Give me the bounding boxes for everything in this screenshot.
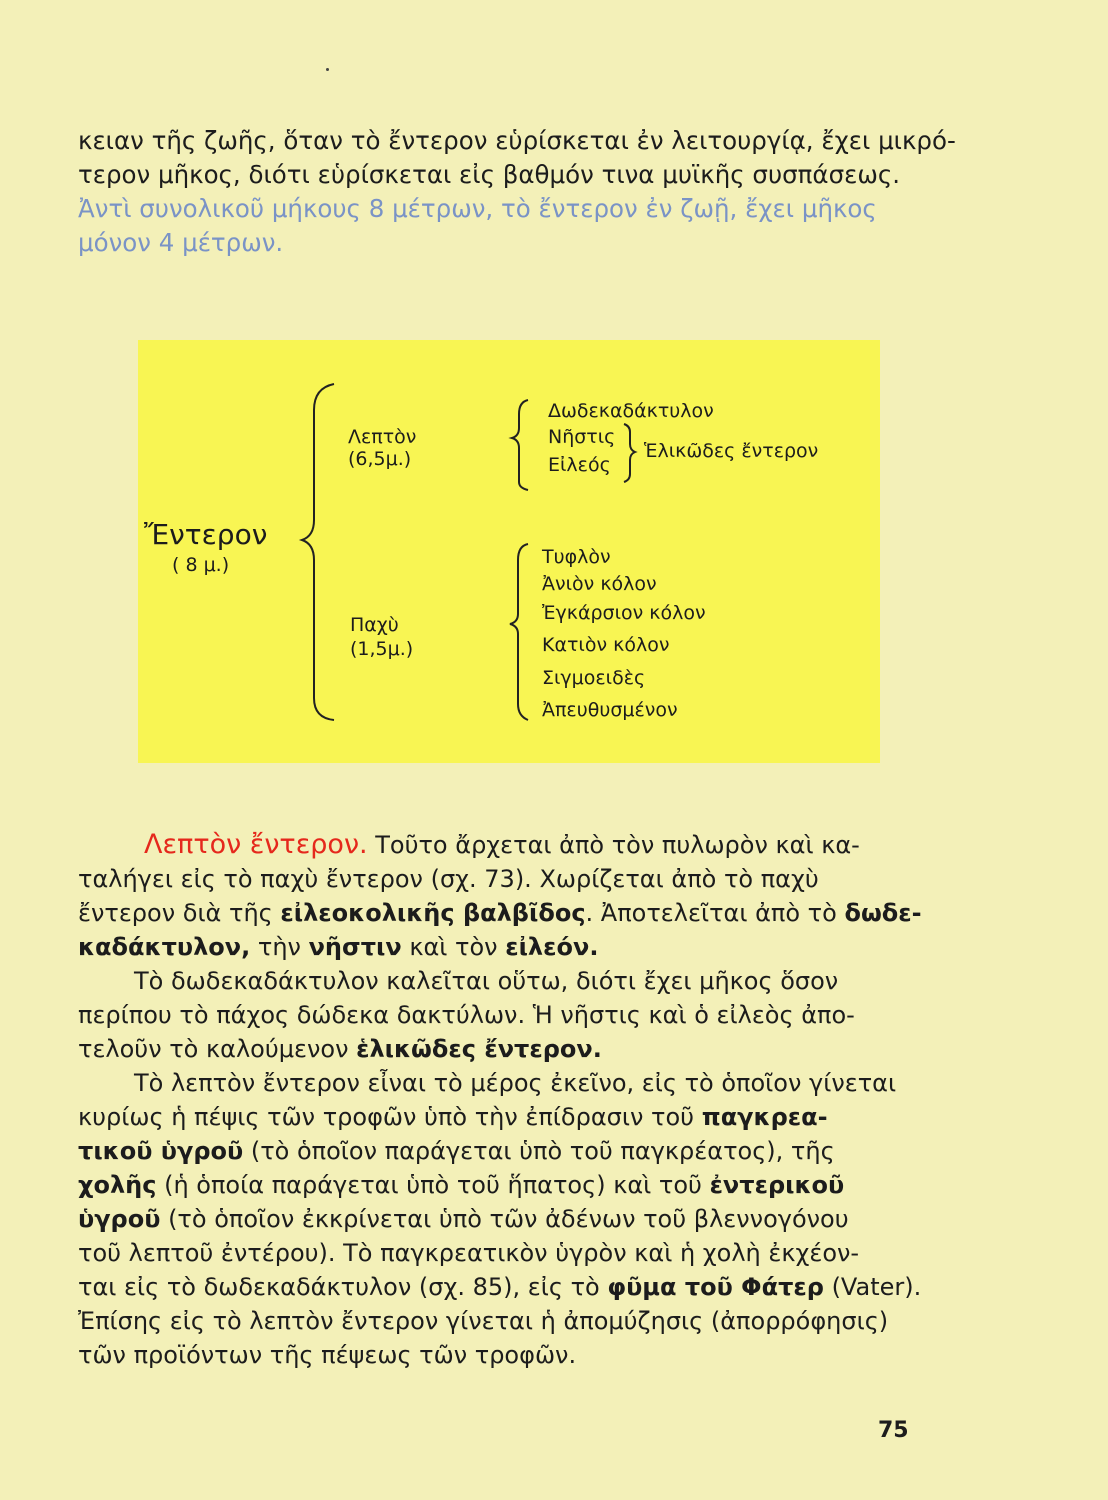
thick-part: Τυφλὸν	[542, 546, 611, 568]
thick-part: Ἐγκάρσιον κόλον	[542, 602, 706, 624]
thick-part: Κατιὸν κόλον	[542, 634, 670, 656]
section-first-line	[78, 828, 958, 862]
text-line: τοῦ λεπτοῦ ἐντέρου). Τὸ παγκρεατικὸν ὑγρὸν καὶ ἡ χολὴ ἐκχέον-	[78, 1239, 860, 1267]
text-line: κειαν τῆς ζωῆς, ὅταν τὸ ἔντερον εὑρίσκεται ἐν λειτουργίᾳ, ἔχει μικρό-	[78, 126, 956, 155]
text-line: ταλήγει εἰς τὸ παχὺ ἔντερον (σχ. 73). Χωρίζεται ἀπὸ τὸ παχὺ	[78, 865, 819, 893]
text-line: κυρίως ἡ πέψις τῶν τροφῶν ὑπὸ τὴν ἐπίδρασιν τοῦ παγκρεα-	[78, 1103, 828, 1131]
page-number: 75	[878, 1418, 909, 1443]
text-line: τελοῦν τὸ καλούμενον ἑλικῶδες ἔντερον.	[78, 1035, 602, 1063]
text-line: ται εἰς τὸ δωδεκαδάκτυλον (σχ. 85), εἰς τὸ φῦμα τοῦ Φάτερ (Vater).	[78, 1273, 922, 1301]
blue-annotation-line: Ἀντὶ συνολικοῦ μήκους 8 μέτρων, τὸ ἔντερον ἐν ζωῇ, ἔχει μῆκος	[78, 194, 877, 223]
bold-term: δωδε-	[844, 899, 922, 927]
text-line: περίπου τὸ πάχος δώδεκα δακτύλων. Ἡ νῆστις καὶ ὁ εἰλεὸς ἀπο-	[78, 1001, 855, 1029]
bold-term: ὑγροῦ	[78, 1205, 161, 1233]
print-speck	[326, 68, 329, 71]
bold-term: εἰλεόν.	[505, 933, 599, 961]
root-label: Ἔντερον	[144, 518, 268, 551]
thin-label: Λεπτὸν	[348, 426, 417, 448]
text-line: τικοῦ ὑγροῦ (τὸ ὁποῖον παράγεται ὑπὸ τοῦ παγκρέατος), τῆς	[78, 1137, 835, 1165]
bold-term: καδάκτυλον,	[78, 933, 251, 961]
brace-lines	[138, 340, 880, 763]
thick-part: Σιγμοειδὲς	[542, 667, 646, 689]
section-heading: Λεπτὸν ἔντερον.	[144, 829, 368, 860]
thick-brace	[510, 544, 528, 720]
text-line: χολῆς (ἡ ὁποία παράγεται ὑπὸ τοῦ ἥπατος) καὶ τοῦ ἐντερικοῦ	[78, 1171, 845, 1199]
thick-part: Ἀπευθυσμένον	[542, 699, 678, 721]
text-line: Τὸ δωδεκαδάκτυλον καλεῖται οὕτω, διότι ἔχει μῆκος ὅσον	[134, 967, 839, 995]
thin-part: Εἰλεός	[548, 454, 611, 476]
text-line: ἔντερον διὰ τῆς εἰλεοκολικῆς βαλβῖδος. Ἀποτελεῖται ἀπὸ τὸ δωδε-	[78, 899, 922, 927]
text-line: ὑγροῦ (τὸ ὁποῖον ἐκκρίνεται ὑπὸ τῶν ἀδένων τοῦ βλεννογόνου	[78, 1205, 849, 1233]
bold-term: ἑλικῶδες ἔντερον.	[356, 1035, 602, 1063]
bold-term: νῆστιν	[308, 933, 402, 961]
text-line: Τὸ λεπτὸν ἔντερον εἶναι τὸ μέρος ἐκεῖνο, εἰς τὸ ὁποῖον γίνεται	[134, 1069, 897, 1097]
thin-part: Δωδεκαδάκτυλον	[548, 400, 714, 422]
thin-length: (6,5μ.)	[348, 448, 412, 470]
root-length: ( 8 μ.)	[172, 554, 230, 576]
bold-term: ἐντερικοῦ	[709, 1171, 845, 1199]
text-line: τερον μῆκος, διότι εὑρίσκεται εἰς βαθμόν τινα μυϊκῆς συσπάσεως.	[78, 160, 901, 189]
thick-length: (1,5μ.)	[350, 638, 414, 660]
helical-brace	[624, 424, 635, 482]
top-paragraph	[78, 124, 958, 260]
text-line: καδάκτυλον, τὴν νῆστιν καὶ τὸν εἰλεόν.	[78, 933, 599, 961]
bold-term: φῦμα τοῦ Φάτερ	[607, 1273, 824, 1301]
main-brace	[302, 384, 334, 720]
bold-term: τικοῦ ὑγροῦ	[78, 1137, 244, 1165]
thick-label: Παχὺ	[350, 614, 399, 636]
thick-part: Ἀνιὸν κόλον	[542, 573, 657, 595]
section-small-intestine	[78, 828, 958, 1372]
bold-term: χολῆς	[78, 1171, 157, 1199]
helical-group-label: Ἑλικῶδες ἔντερον	[644, 440, 819, 462]
bold-term: παγκρεα-	[701, 1103, 828, 1131]
text-line: Ἐπίσης εἰς τὸ λεπτὸν ἔντερον γίνεται ἡ ἀπομύζησις (ἀπορρόφησις)	[78, 1307, 889, 1335]
blue-annotation-line: μόνον 4 μέτρων.	[78, 228, 284, 257]
bold-term: εἰλεοκολικῆς βαλβῖδος	[280, 899, 586, 927]
text-line: τῶν προϊόντων τῆς πέψεως τῶν τροφῶν.	[78, 1341, 577, 1369]
intestine-classification-diagram	[138, 340, 880, 763]
thin-brace	[512, 400, 528, 490]
thin-part: Νῆστις	[548, 426, 616, 448]
text-line: Τοῦτο ἄρχεται ἀπὸ τὸν πυλωρὸν καὶ κα-	[375, 831, 860, 859]
